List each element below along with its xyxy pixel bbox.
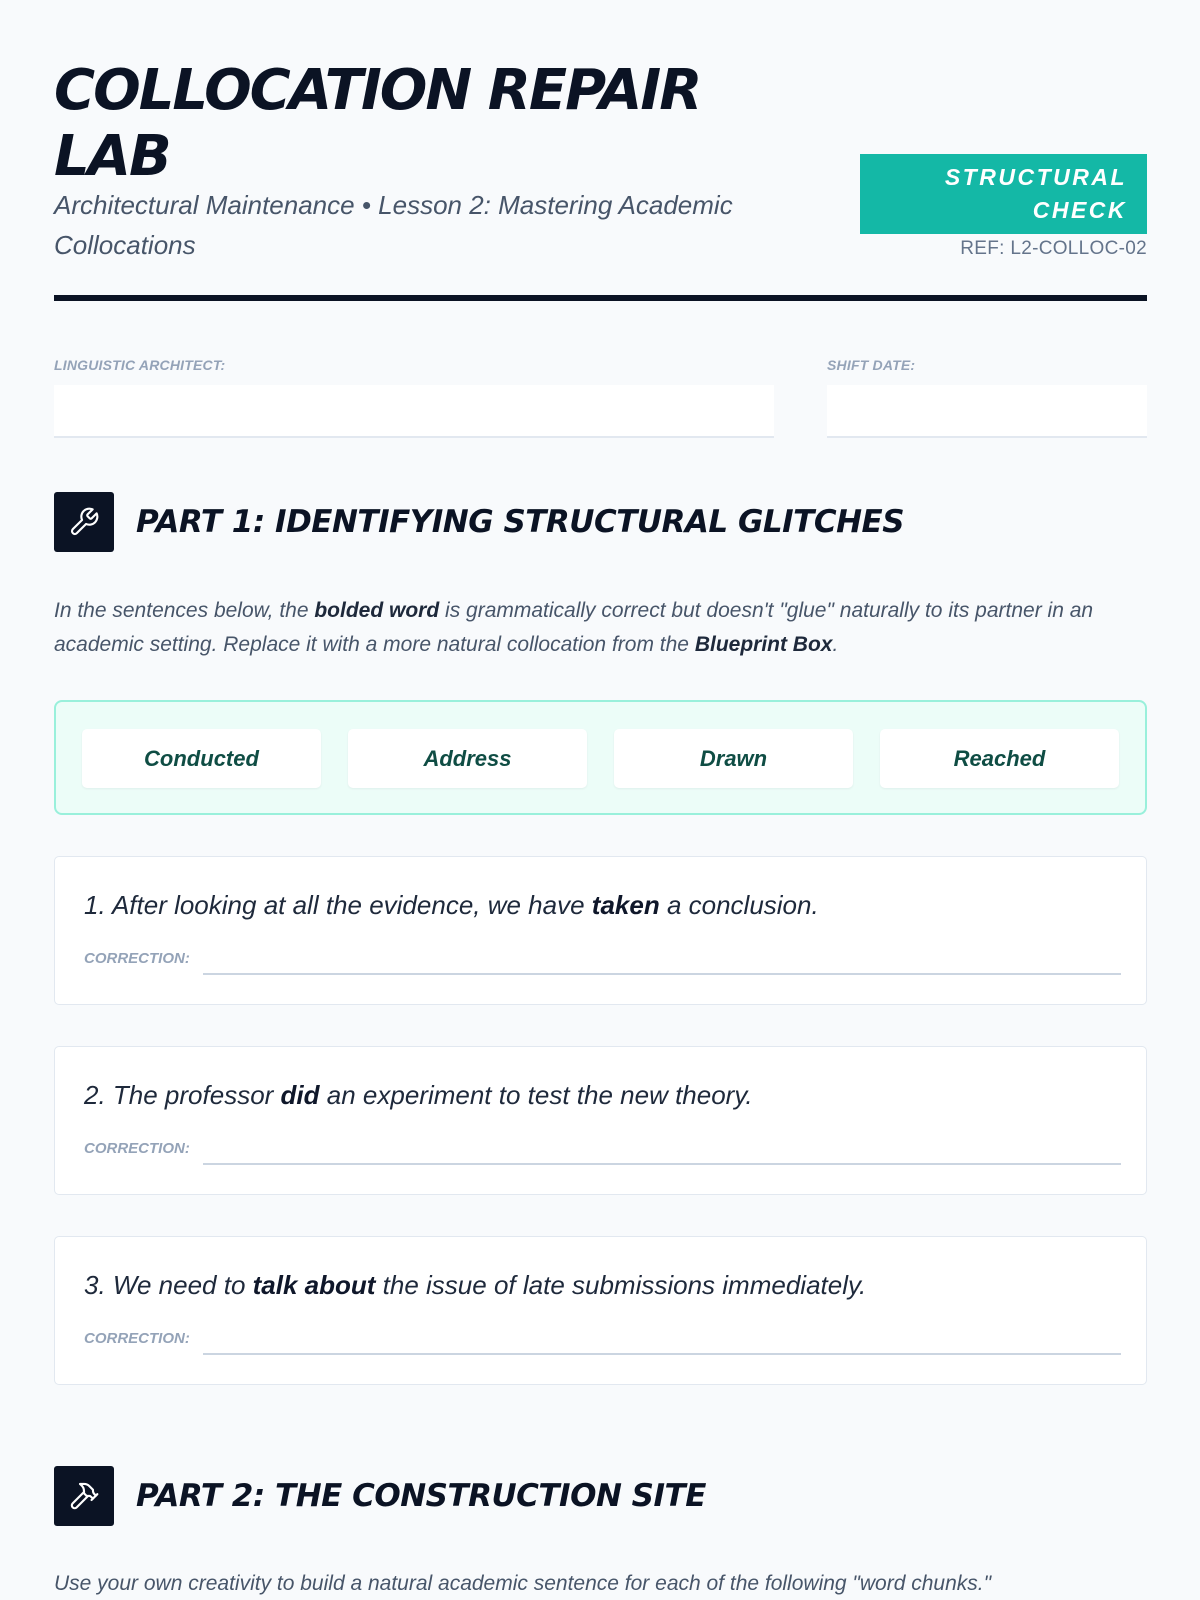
part1-title: PART 1: IDENTIFYING STRUCTURAL GLITCHES <box>136 504 905 540</box>
sentence-text: 2. The professor <box>84 1080 281 1110</box>
worksheet-header <box>54 52 1147 300</box>
shift-date-field[interactable] <box>827 385 1147 438</box>
instructions-text: . <box>832 633 839 656</box>
part2-title: PART 2: THE CONSTRUCTION SITE <box>136 1478 706 1514</box>
sentence-text: 1. After looking at all the evidence, we have <box>84 890 592 920</box>
instructions-text: is grammatically correct but doesn't "glue" naturally to its partner in an academic setting. Replace it with a more natural collocation from the <box>54 599 1094 656</box>
correction-input[interactable] <box>203 973 1121 975</box>
worksheet-page <box>54 0 1147 1600</box>
glitch-word: did <box>280 1080 320 1110</box>
exercise-sentence <box>84 887 1124 923</box>
instructions-emphasis: Blueprint Box <box>694 633 833 656</box>
blueprint-box <box>54 700 1147 815</box>
sentence-text: the issue of late submissions immediately. <box>375 1270 867 1300</box>
correction-label: CORRECTION: <box>84 1330 190 1347</box>
worksheet-subtitle: Architectural Maintenance • Lesson 2: Mastering Academic Collocations <box>54 190 733 260</box>
sentence-text: 3. We need to <box>84 1270 253 1300</box>
header-divider <box>54 295 1147 301</box>
blueprint-word[interactable]: Conducted <box>82 729 321 788</box>
reference-code: REF: L2-COLLOC-02 <box>960 238 1147 259</box>
glitch-word: taken <box>591 890 660 920</box>
architect-label: LINGUISTIC ARCHITECT: <box>54 357 226 373</box>
instructions-text: In the sentences below, the <box>54 599 315 622</box>
sentence-text: a conclusion. <box>659 890 819 920</box>
blueprint-word[interactable]: Drawn <box>614 729 853 788</box>
sentence-text: an experiment to test the new theory. <box>319 1080 753 1110</box>
shift-date-label: SHIFT DATE: <box>827 357 916 373</box>
part1-instructions <box>54 594 1147 662</box>
blueprint-word[interactable]: Address <box>348 729 587 788</box>
correction-label: CORRECTION: <box>84 1140 190 1157</box>
instructions-emphasis: bolded word <box>314 599 440 622</box>
blueprint-word[interactable]: Reached <box>880 729 1119 788</box>
hammer-icon <box>54 1466 114 1526</box>
wrench-icon <box>54 492 114 552</box>
exercise-card <box>54 856 1147 1005</box>
exercise-sentence <box>84 1267 1124 1303</box>
correction-input[interactable] <box>203 1353 1121 1355</box>
exercise-sentence <box>84 1077 1124 1113</box>
architect-field[interactable] <box>54 385 774 438</box>
part2-instructions: Use your own creativity to build a natural academic sentence for each of the following "word chunks." <box>54 1572 992 1595</box>
exercise-card <box>54 1236 1147 1385</box>
worksheet-title: COLLOCATION REPAIR LAB <box>54 58 701 189</box>
exercise-card <box>54 1046 1147 1195</box>
structural-check-badge: STRUCTURAL CHECK <box>860 154 1147 234</box>
correction-label: CORRECTION: <box>84 950 190 967</box>
correction-input[interactable] <box>203 1163 1121 1165</box>
glitch-word: talk about <box>252 1270 376 1300</box>
